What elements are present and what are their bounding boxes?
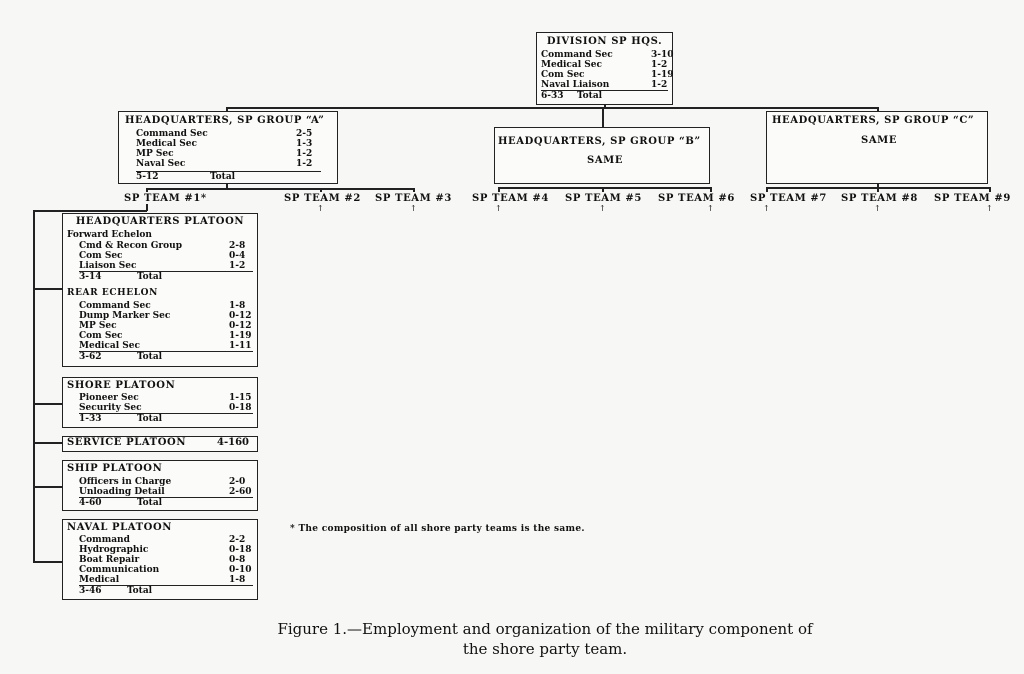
service-platoon-box [62,436,258,452]
team-6-tick [710,187,712,192]
hq-platoon-connector [33,288,62,290]
forward-row: Cmd & Recon Group 2-8 [79,241,246,251]
group-a-row: Command Sec 2-5 [136,129,313,139]
naval-row: Hydrographic 0-18 [79,545,252,555]
service-row: SERVICE PLATOON 4-160 [67,437,249,448]
team-3-arrow-icon: ↑ [410,204,417,213]
group-c-box [766,111,988,184]
shore-row: Security Sec 0-18 [79,403,252,413]
naval-row: Command 2-2 [79,535,246,545]
group-b-drop-line [602,107,604,127]
team-3-tick [413,188,415,192]
rear-row: MP Sec 0-12 [79,321,252,331]
naval-platoon-box [62,519,258,600]
hq-platoon-box [62,213,258,367]
team-label: SP TEAM #4 [472,193,549,204]
footnote: * The composition of all shore party teams is the same. [290,524,585,534]
division-row: Command Sec 3-10 [541,50,674,60]
group-b-team-bar [498,187,712,189]
group-a-team-bar [146,188,414,190]
team-5-tick [602,187,604,192]
division-row: Medical Sec 1-2 [541,60,668,70]
group-a-total-row: Total 5-12 [136,171,321,183]
ship-platoon-box [62,460,258,511]
team-1-tick [146,188,148,192]
ship-row: Officers in Charge 2-0 [79,477,246,487]
group-a-title: HEADQUARTERS, SP GROUP “A” [125,115,325,126]
team-label: SP TEAM #6 [658,193,735,204]
division-title: DIVISION SP HQS. [546,36,663,47]
top-connector-line [226,107,878,109]
service-platoon-connector [33,442,62,444]
rear-row: Dump Marker Sec 0-12 [79,311,252,321]
division-total-row: Total 6-33 [541,90,668,102]
team-7-arrow-icon: ↑ [763,204,770,213]
team-label: SP TEAM #7 [750,193,827,204]
forward-total-row: Total 3-14 [79,271,253,283]
team-label: SP TEAM #2 [284,193,361,204]
shore-row: Pioneer Sec 1-15 [79,393,252,403]
group-b-same: SAME [587,155,624,166]
team-label: SP TEAM #9 [934,193,1011,204]
team-8-arrow-icon: ↑ [874,204,881,213]
naval-row: Communication 0-10 [79,565,252,575]
team-label: SP TEAM #5 [565,193,642,204]
group-c-title: HEADQUARTERS, SP GROUP “C” [772,115,975,126]
team-9-arrow-icon: ↑ [986,204,993,213]
figure-caption [0,619,1024,659]
team-7-tick [766,187,768,192]
group-a-row: MP Sec 1-2 [136,149,313,159]
naval-total-row: Total 3-46 [79,585,253,597]
team-8-tick [877,184,879,192]
team-9-tick [989,187,991,192]
team-5-arrow-icon: ↑ [599,204,606,213]
caption-line-1: Figure 1.—Employment and organization of the military component of [277,620,813,638]
team-2-arrow-icon: ↑ [317,204,324,213]
caption-line-2: the shore party team. [462,640,628,658]
forward-row: Com Sec 0-4 [79,251,246,261]
team-label: SP TEAM #8 [841,193,918,204]
group-a-box [118,111,338,184]
group-b-box [494,127,710,184]
group-a-row: Medical Sec 1-3 [136,139,313,149]
team-label: SP TEAM #1* [124,193,207,204]
naval-row: Medical 1-8 [79,575,246,585]
group-a-row: Naval Sec 1-2 [136,159,313,169]
ship-total-row: Total 4-60 [79,497,253,509]
team-4-tick [498,187,500,192]
shore-platoon-connector [33,403,62,405]
team-6-arrow-icon: ↑ [707,204,714,213]
hq-platoon-title: HEADQUARTERS PLATOON [75,216,245,227]
rear-row: Com Sec 1-19 [79,331,252,341]
team-1-branch-bar [33,210,147,212]
group-c-same: SAME [861,135,898,146]
rear-total-row: Total 3-62 [79,351,253,363]
division-sp-hqs-box [536,32,673,105]
naval-platoon-title: NAVAL PLATOON [67,522,172,533]
ship-platoon-connector [33,486,62,488]
ship-platoon-title: SHIP PLATOON [67,463,163,474]
rear-row: Command Sec 1-8 [79,301,246,311]
team-2-tick [320,188,322,192]
shore-total-row: Total 1-33 [79,413,253,425]
platoon-spine-line [33,210,35,562]
rear-echelon-title: REAR ECHELON [67,288,158,298]
team-4-arrow-icon: ↑ [495,204,502,213]
forward-row: Liaison Sec 1-2 [79,261,246,271]
division-row: Naval Liaison 1-2 [541,80,668,90]
team-label: SP TEAM #3 [375,193,452,204]
shore-platoon-box [62,377,258,428]
naval-platoon-connector [33,561,62,563]
division-row: Com Sec 1-19 [541,70,674,80]
shore-platoon-title: SHORE PLATOON [67,380,176,391]
naval-row: Boat Repair 0-8 [79,555,246,565]
group-b-title: HEADQUARTERS, SP GROUP “B” [498,136,701,147]
rear-row: Medical Sec 1-11 [79,341,252,351]
forward-echelon-title: Forward Echelon [67,230,152,240]
ship-row: Unloading Detail 2-60 [79,487,252,497]
